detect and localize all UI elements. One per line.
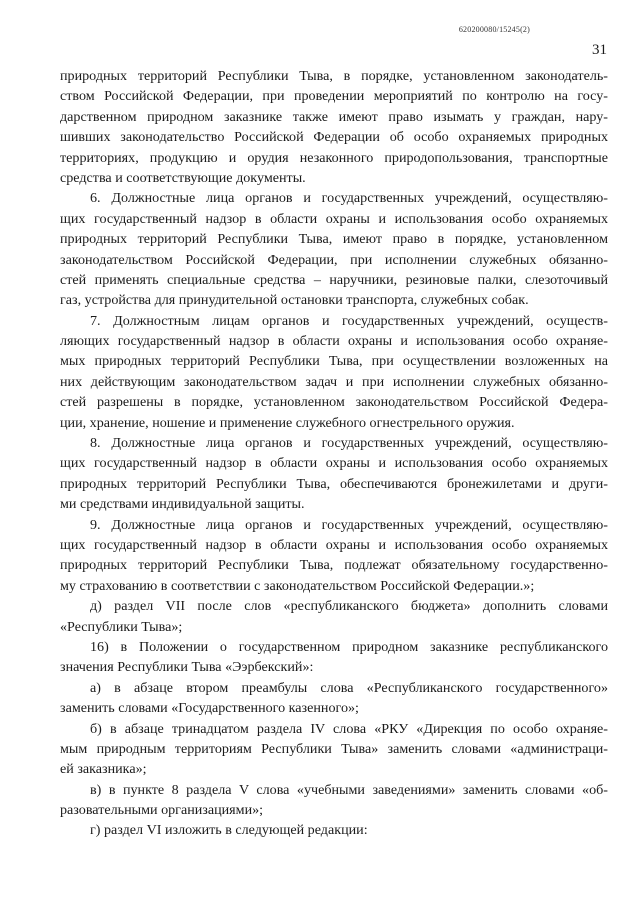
paragraph [60, 66, 608, 188]
text-line: б) в абзаце тринадцатом раздела IV слова «РКУ «Дирекция по особо охраняе- [90, 720, 608, 737]
text-line: 6. Должностные лица органов и государственных учреждений, осуществляю- [90, 190, 608, 207]
paragraph [60, 637, 608, 678]
paragraph [60, 780, 608, 821]
paragraph [60, 596, 608, 637]
text-line: заменить словами «Государственного казенного»; [60, 700, 359, 717]
paragraph [60, 311, 608, 433]
text-line: стей разрешены в порядке, установленном законодательством Российской Федера- [60, 394, 608, 411]
document-body [60, 66, 608, 841]
paragraph [60, 433, 608, 515]
paragraph [60, 820, 608, 840]
text-line: в) в пункте 8 раздела V слова «учебными заведениями» заменить словами «об- [90, 781, 608, 798]
text-line: шивших законодательство Российской Федерации об особо охраняемых природных [60, 129, 608, 146]
text-line: природных территорий Республики Тыва, имеют право в порядке, установленном [60, 231, 608, 248]
text-line: г) раздел VI изложить в следующей редакции: [90, 822, 368, 839]
text-line: «Республики Тыва»; [60, 618, 183, 635]
text-line: 9. Должностные лица органов и государственных учреждений, осуществляю- [90, 516, 608, 533]
text-line: природных территорий Республики Тыва, обеспечиваются бронежилетами и други- [60, 475, 608, 492]
text-line: а) в абзаце втором преамбулы слова «Республиканского государственного» [90, 679, 608, 696]
text-line: средства и соответствующие документы. [60, 169, 306, 186]
text-line: мых природных территорий Республики Тыва, при осуществлении возложенных на [60, 353, 608, 370]
text-line: газ, устройства для принудительной остановки транспорта, служебных собак. [60, 292, 529, 309]
text-line: дарственном природном заказнике также имеют право изымать у граждан, нару- [60, 108, 608, 125]
text-line: значения Республики Тыва «Ээрбекский»: [60, 659, 314, 676]
text-line: природных территорий Республики Тыва, подлежат обязательному государственно- [60, 557, 608, 574]
page-number: 31 [592, 42, 607, 58]
text-line: д) раздел VII после слов «республиканского бюджета» дополнить словами [90, 598, 608, 615]
text-line: щих государственный надзор в области охраны и использования особо охраняемых [60, 210, 608, 227]
text-line: 8. Должностные лица органов и государственных учреждений, осуществляю- [90, 435, 608, 452]
text-line: 16) в Положении о государственном природном заказнике республиканского [90, 638, 608, 655]
paragraph [60, 678, 608, 719]
text-line: щих государственный надзор в области охраны и использования особо охраняемых [60, 455, 608, 472]
text-line: щих государственный надзор в области охраны и использования особо охраняемых [60, 536, 608, 553]
paragraph [60, 719, 608, 780]
text-line: ции, хранение, ношение и применение служебного огнестрельного оружия. [60, 414, 515, 431]
text-line: ми средствами индивидуальной защиты. [60, 496, 305, 513]
text-line: 7. Должностным лицам органов и государственных учреждений, осуществ- [90, 312, 608, 329]
text-line: законодательством Российской Федерации, при исполнении служебных обязанно- [60, 251, 608, 268]
text-line: ей заказника»; [60, 761, 147, 778]
paragraph [60, 188, 608, 310]
text-line: ством Российской Федерации, при проведении мероприятий по контролю на госу- [60, 88, 608, 105]
document-id: 620200080/15245(2) [458, 25, 530, 34]
text-line: разовательными организациями»; [60, 802, 264, 819]
text-line: стей применять специальные средства – наручники, резиновые палки, слезоточивый [60, 271, 608, 288]
text-line: му страхованию в соответствии с законодательством Российской Федерации.»; [60, 577, 535, 594]
text-line: них действующим законодательством задач и при исполнении служебных обязанно- [60, 373, 608, 390]
text-line: природных территорий Республики Тыва, в порядке, установленном законодатель- [60, 68, 608, 84]
text-line: ляющих государственный надзор в области охраны и использования особо охраняе- [60, 333, 608, 350]
paragraph [60, 515, 608, 597]
text-line: территориях, продукцию и орудия незаконного природопользования, транспортные [60, 149, 608, 166]
text-line: мым природным территориям Республики Тыва» заменить словами «администраци- [60, 740, 608, 757]
